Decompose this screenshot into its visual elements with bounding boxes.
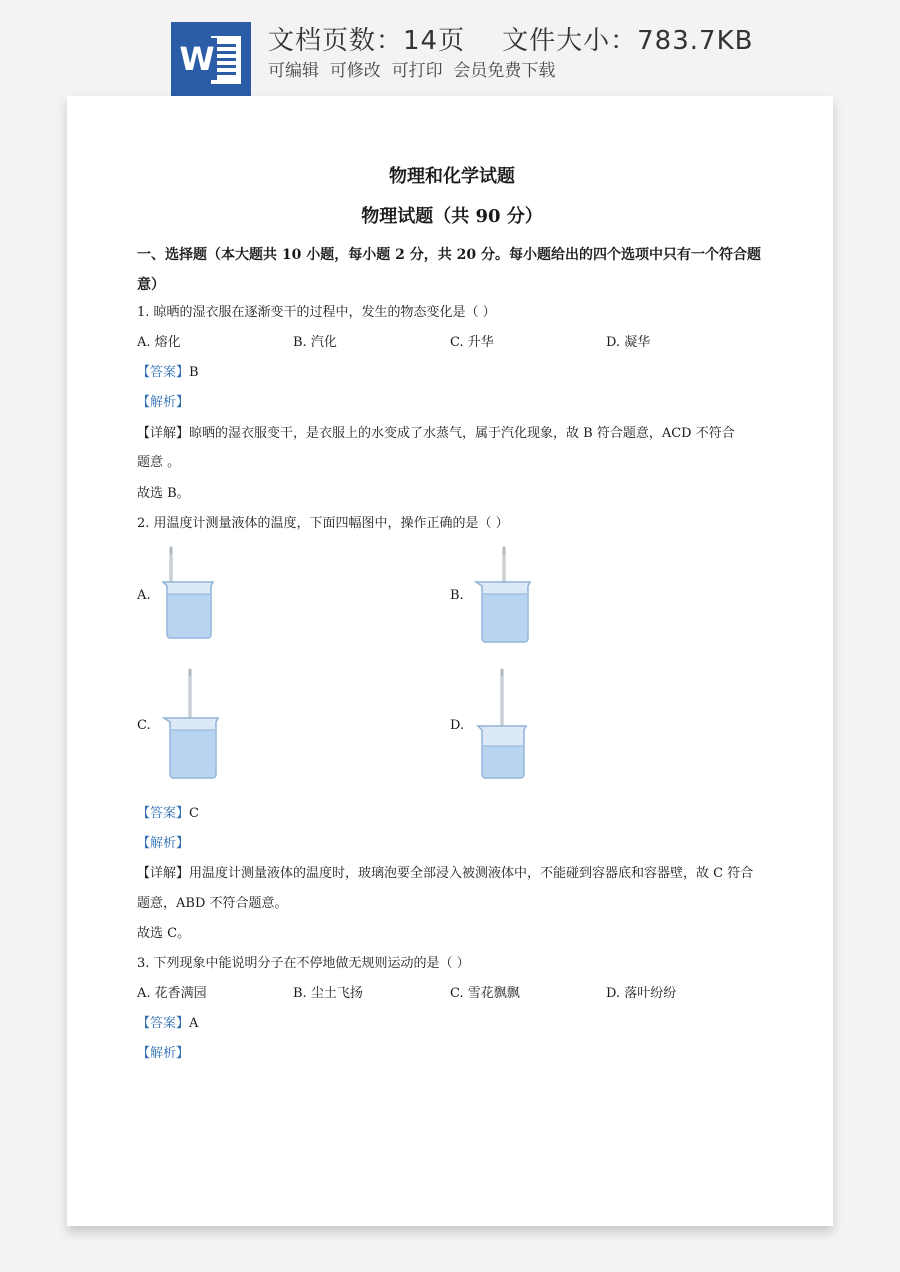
q2-figure-label-b: B. [450, 588, 464, 603]
q2-detail-text: 用温度计测量液体的温度时，玻璃泡要全部浸入被测液体中，不能碰到容器底和容器壁，故 C 符合 [189, 866, 754, 881]
q2-detail-cont: 题意，ABD 不符合题意。 [137, 896, 288, 911]
document-title: 物理和化学试题 [389, 166, 515, 187]
q1-answer-value: B [189, 365, 199, 380]
q3-answer-value: A [189, 1016, 199, 1031]
answer-tag: 【答案】 [137, 365, 190, 380]
q3-option-b: B. 尘土飞扬 [293, 986, 363, 1001]
answer-tag: 【答案】 [137, 1016, 190, 1031]
q1-answer [137, 361, 199, 380]
answer-tag: 【答案】 [137, 806, 190, 821]
q1-option-d: D. 凝华 [606, 335, 651, 350]
download-banner [0, 0, 900, 96]
q1-option-b: B. 汽化 [293, 335, 337, 350]
q2-analysis-tag: 【解析】 [137, 836, 190, 851]
document-subtitle: 物理试题（共 90 分） [361, 206, 543, 227]
question-3: 3. 下列现象中能说明分子在不停地做无规则运动的是（ ） [137, 956, 470, 971]
document-page [67, 96, 833, 1226]
q1-option-c: C. 升华 [450, 335, 494, 350]
q2-answer-value: C [189, 806, 199, 821]
q1-detail-cont: 题意 。 [137, 455, 181, 470]
question-1: 1. 晾晒的湿衣服在逐渐变干的过程中，发生的物态变化是（ ） [137, 305, 496, 320]
q3-analysis-tag: 【解析】 [137, 1046, 190, 1061]
q1-detail [137, 422, 735, 441]
q3-answer [137, 1012, 198, 1031]
q2-conclusion: 故选 C。 [137, 926, 191, 941]
q1-conclusion: 故选 B。 [137, 486, 190, 501]
banner-subtitle: 可编辑 可修改 可打印 会员免费下载 [268, 61, 556, 81]
beaker-thermometer-figure-c [162, 666, 222, 782]
beaker-thermometer-figure-d [472, 666, 532, 782]
word-document-icon [171, 22, 251, 96]
beaker-thermometer-figure-b [472, 544, 534, 644]
question-2: 2. 用温度计测量液体的温度，下面四幅图中，操作正确的是（ ） [137, 516, 509, 531]
q1-detail-text: 晾晒的湿衣服变干，是衣服上的水变成了水蒸气，属于汽化现象，故 B 符合题意，ACD 不符合 [189, 426, 735, 441]
q3-option-a: A. 花香满园 [137, 986, 207, 1001]
q3-option-c: C. 雪花飘飘 [450, 986, 520, 1001]
detail-tag: 【详解】 [137, 426, 190, 441]
section-heading: 一、选择题（本大题共 10 小题，每小题 2 分，共 20 分。每小题给出的四个选项中只有一个符合题意） [137, 247, 761, 293]
detail-tag: 【详解】 [137, 866, 190, 881]
q1-option-a: A. 熔化 [137, 335, 181, 350]
word-letter: W [177, 38, 217, 80]
q3-option-d: D. 落叶纷纷 [606, 986, 677, 1001]
q2-answer [137, 802, 199, 821]
q2-figure-label-c: C. [137, 718, 151, 733]
beaker-thermometer-figure-a [159, 544, 219, 644]
q2-figure-label-a: A. [137, 588, 151, 603]
q2-detail [137, 862, 753, 881]
banner-title: 文档页数：14页 文件大小：783.7KB [268, 26, 754, 56]
q1-analysis-tag: 【解析】 [137, 395, 190, 410]
q2-figure-label-d: D. [450, 718, 465, 733]
